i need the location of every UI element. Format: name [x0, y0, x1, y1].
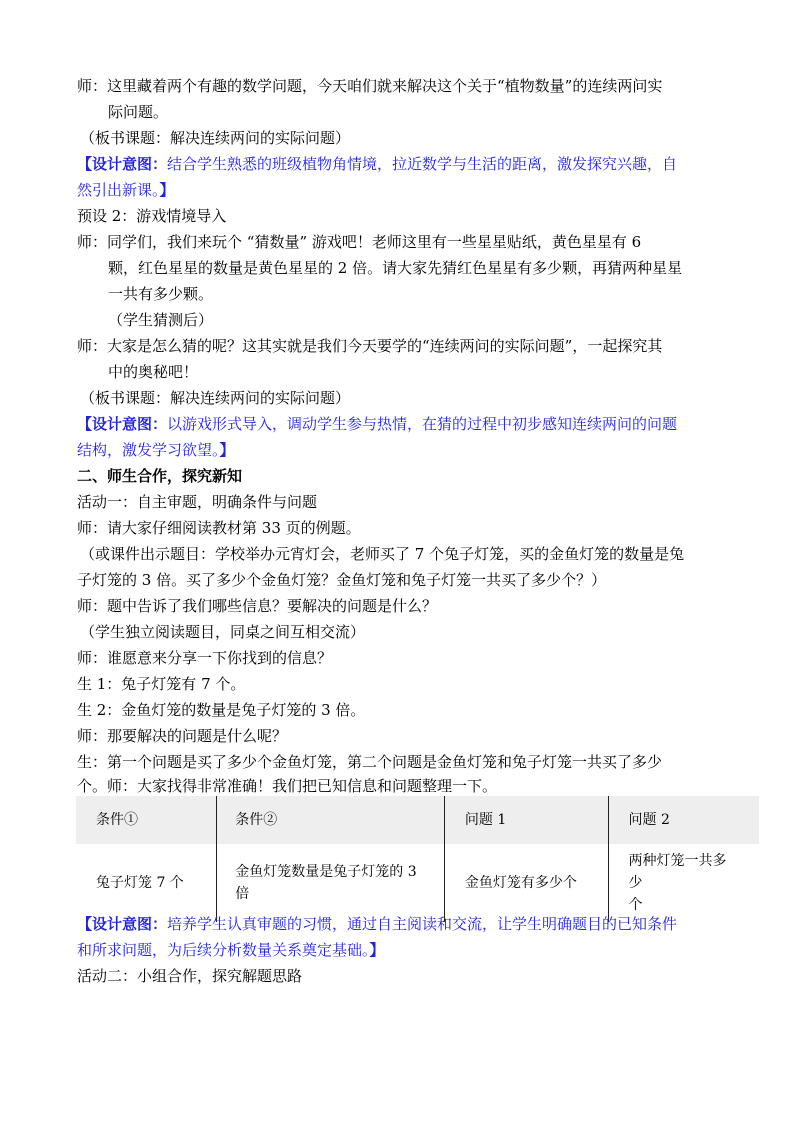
table-cell-line: 两种灯笼一共多少 [628, 853, 727, 891]
table-header-cell: 问题 2 [608, 796, 759, 844]
table-cell [608, 844, 759, 922]
info-table [76, 796, 759, 922]
table-header-row [76, 796, 759, 844]
student-line: 生 2：金鱼灯笼的数量是兔子灯笼的 3 倍。 [77, 701, 366, 719]
table-cell: 兔子灯笼 7 个 [96, 875, 184, 891]
teacher-line-cont: 中的奥秘吧！ [108, 363, 199, 381]
table-cell-line: 金鱼灯笼数量是兔子灯笼的 3 [235, 864, 417, 880]
table-header-cell: 条件② [217, 796, 445, 844]
teacher-line: 师：题中告诉了我们哪些信息？要解决的问题是什么？ [77, 597, 438, 615]
section-heading: 二、师生合作，探究新知 [77, 467, 243, 485]
teacher-line-cont: 际问题。 [108, 103, 169, 121]
teacher-line: 师：请大家仔细阅读教材第 33 页的例题。 [77, 519, 361, 537]
design-intent-tag-close: 】 [369, 941, 385, 959]
student-line-cont: 个。师：大家找得非常准确！我们把已知信息和问题整理一下。 [77, 777, 498, 795]
teacher-line-cont: 颗，红色星星的数量是黄色星星的 2 倍。请大家先猜红色星星有多少颗，再猜两种星星 [108, 259, 683, 277]
student-line: 生 1：兔子灯笼有 7 个。 [77, 675, 246, 693]
design-intent-text: 然引出新课。 [77, 181, 160, 199]
design-intent-1-cont [77, 178, 175, 202]
design-intent-1 [77, 152, 677, 176]
teacher-line: 师：这里藏着两个有趣的数学问题，今天咱们就来解决这个关于“植物数量”的连续两问实 [77, 77, 663, 95]
design-intent-2-cont [77, 438, 235, 462]
design-intent-tag: 【设计意图： [77, 915, 168, 933]
student-line: 生：第一个问题是买了多少个金鱼灯笼，第二个问题是金鱼灯笼和兔子灯笼一共买了多少 [77, 753, 663, 771]
teacher-line: 师：大家是怎么猜的呢？这其实就是我们今天要学的“连续两问的实际问题”，一起探究其 [77, 337, 663, 355]
activity-2-title: 活动二：小组合作，探究解题思路 [77, 967, 303, 985]
design-intent-text: 培养学生认真审题的习惯，通过自主阅读和交流，让学生明确题目的已知条件 [167, 915, 678, 933]
design-intent-3-cont [77, 938, 385, 962]
design-intent-tag-close: 】 [159, 181, 175, 199]
design-intent-text: 结构，激发学习欲望。 [77, 441, 220, 459]
table-header-cell: 问题 1 [444, 796, 608, 844]
student-guess-note: （学生猜测后） [108, 311, 214, 329]
design-intent-text: 以游戏形式导入，调动学生参与热情，在猜的过程中初步感知连续两问的问题 [167, 415, 678, 433]
table-cell-line: 个 [628, 897, 643, 913]
design-intent-tag: 【设计意图： [77, 415, 168, 433]
design-intent-2 [77, 412, 677, 436]
teacher-line-cont: 一共有多少颗。 [108, 285, 214, 303]
teacher-line: 师：谁愿意来分享一下你找到的信息？ [77, 649, 333, 667]
design-intent-text: 结合学生熟悉的班级植物角情境，拉近数学与生活的距离，激发探究兴趣，自 [167, 155, 678, 173]
teacher-line: 师：那要解决的问题是什么呢？ [77, 727, 288, 745]
board-title-note: （板书课题：解决连续两问的实际问题） [80, 389, 351, 407]
design-intent-tag-close: 】 [219, 441, 235, 459]
board-title-note: （板书课题：解决连续两问的实际问题） [80, 129, 351, 147]
table-row [76, 844, 759, 922]
activity-1-title: 活动一：自主审题，明确条件与问题 [77, 493, 318, 511]
problem-statement-cont: 子灯笼的 3 倍。买了多少个金鱼灯笼？金鱼灯笼和兔子灯笼一共买了多少个？） [77, 571, 607, 589]
table-header-cell: 条件① [76, 796, 217, 844]
design-intent-3 [77, 912, 677, 936]
preset-2-title: 预设 2：游戏情境导入 [77, 207, 227, 225]
table-cell-line: 倍 [235, 886, 250, 902]
table-cell [217, 844, 445, 922]
table-cell: 金鱼灯笼有多少个 [444, 844, 608, 922]
student-activity-note: （学生独立阅读题目，同桌之间互相交流） [80, 623, 366, 641]
design-intent-text: 和所求问题，为后续分析数量关系奠定基础。 [77, 941, 370, 959]
problem-statement: （或课件出示题目：学校举办元宵灯会，老师买了 7 个兔子灯笼，买的金鱼灯笼的数量是兔 [80, 545, 685, 563]
teacher-line: 师：同学们，我们来玩个 “猜数量” 游戏吧！老师这里有一些星星贴纸，黄色星星有 6 [77, 233, 642, 251]
design-intent-tag: 【设计意图： [77, 155, 168, 173]
